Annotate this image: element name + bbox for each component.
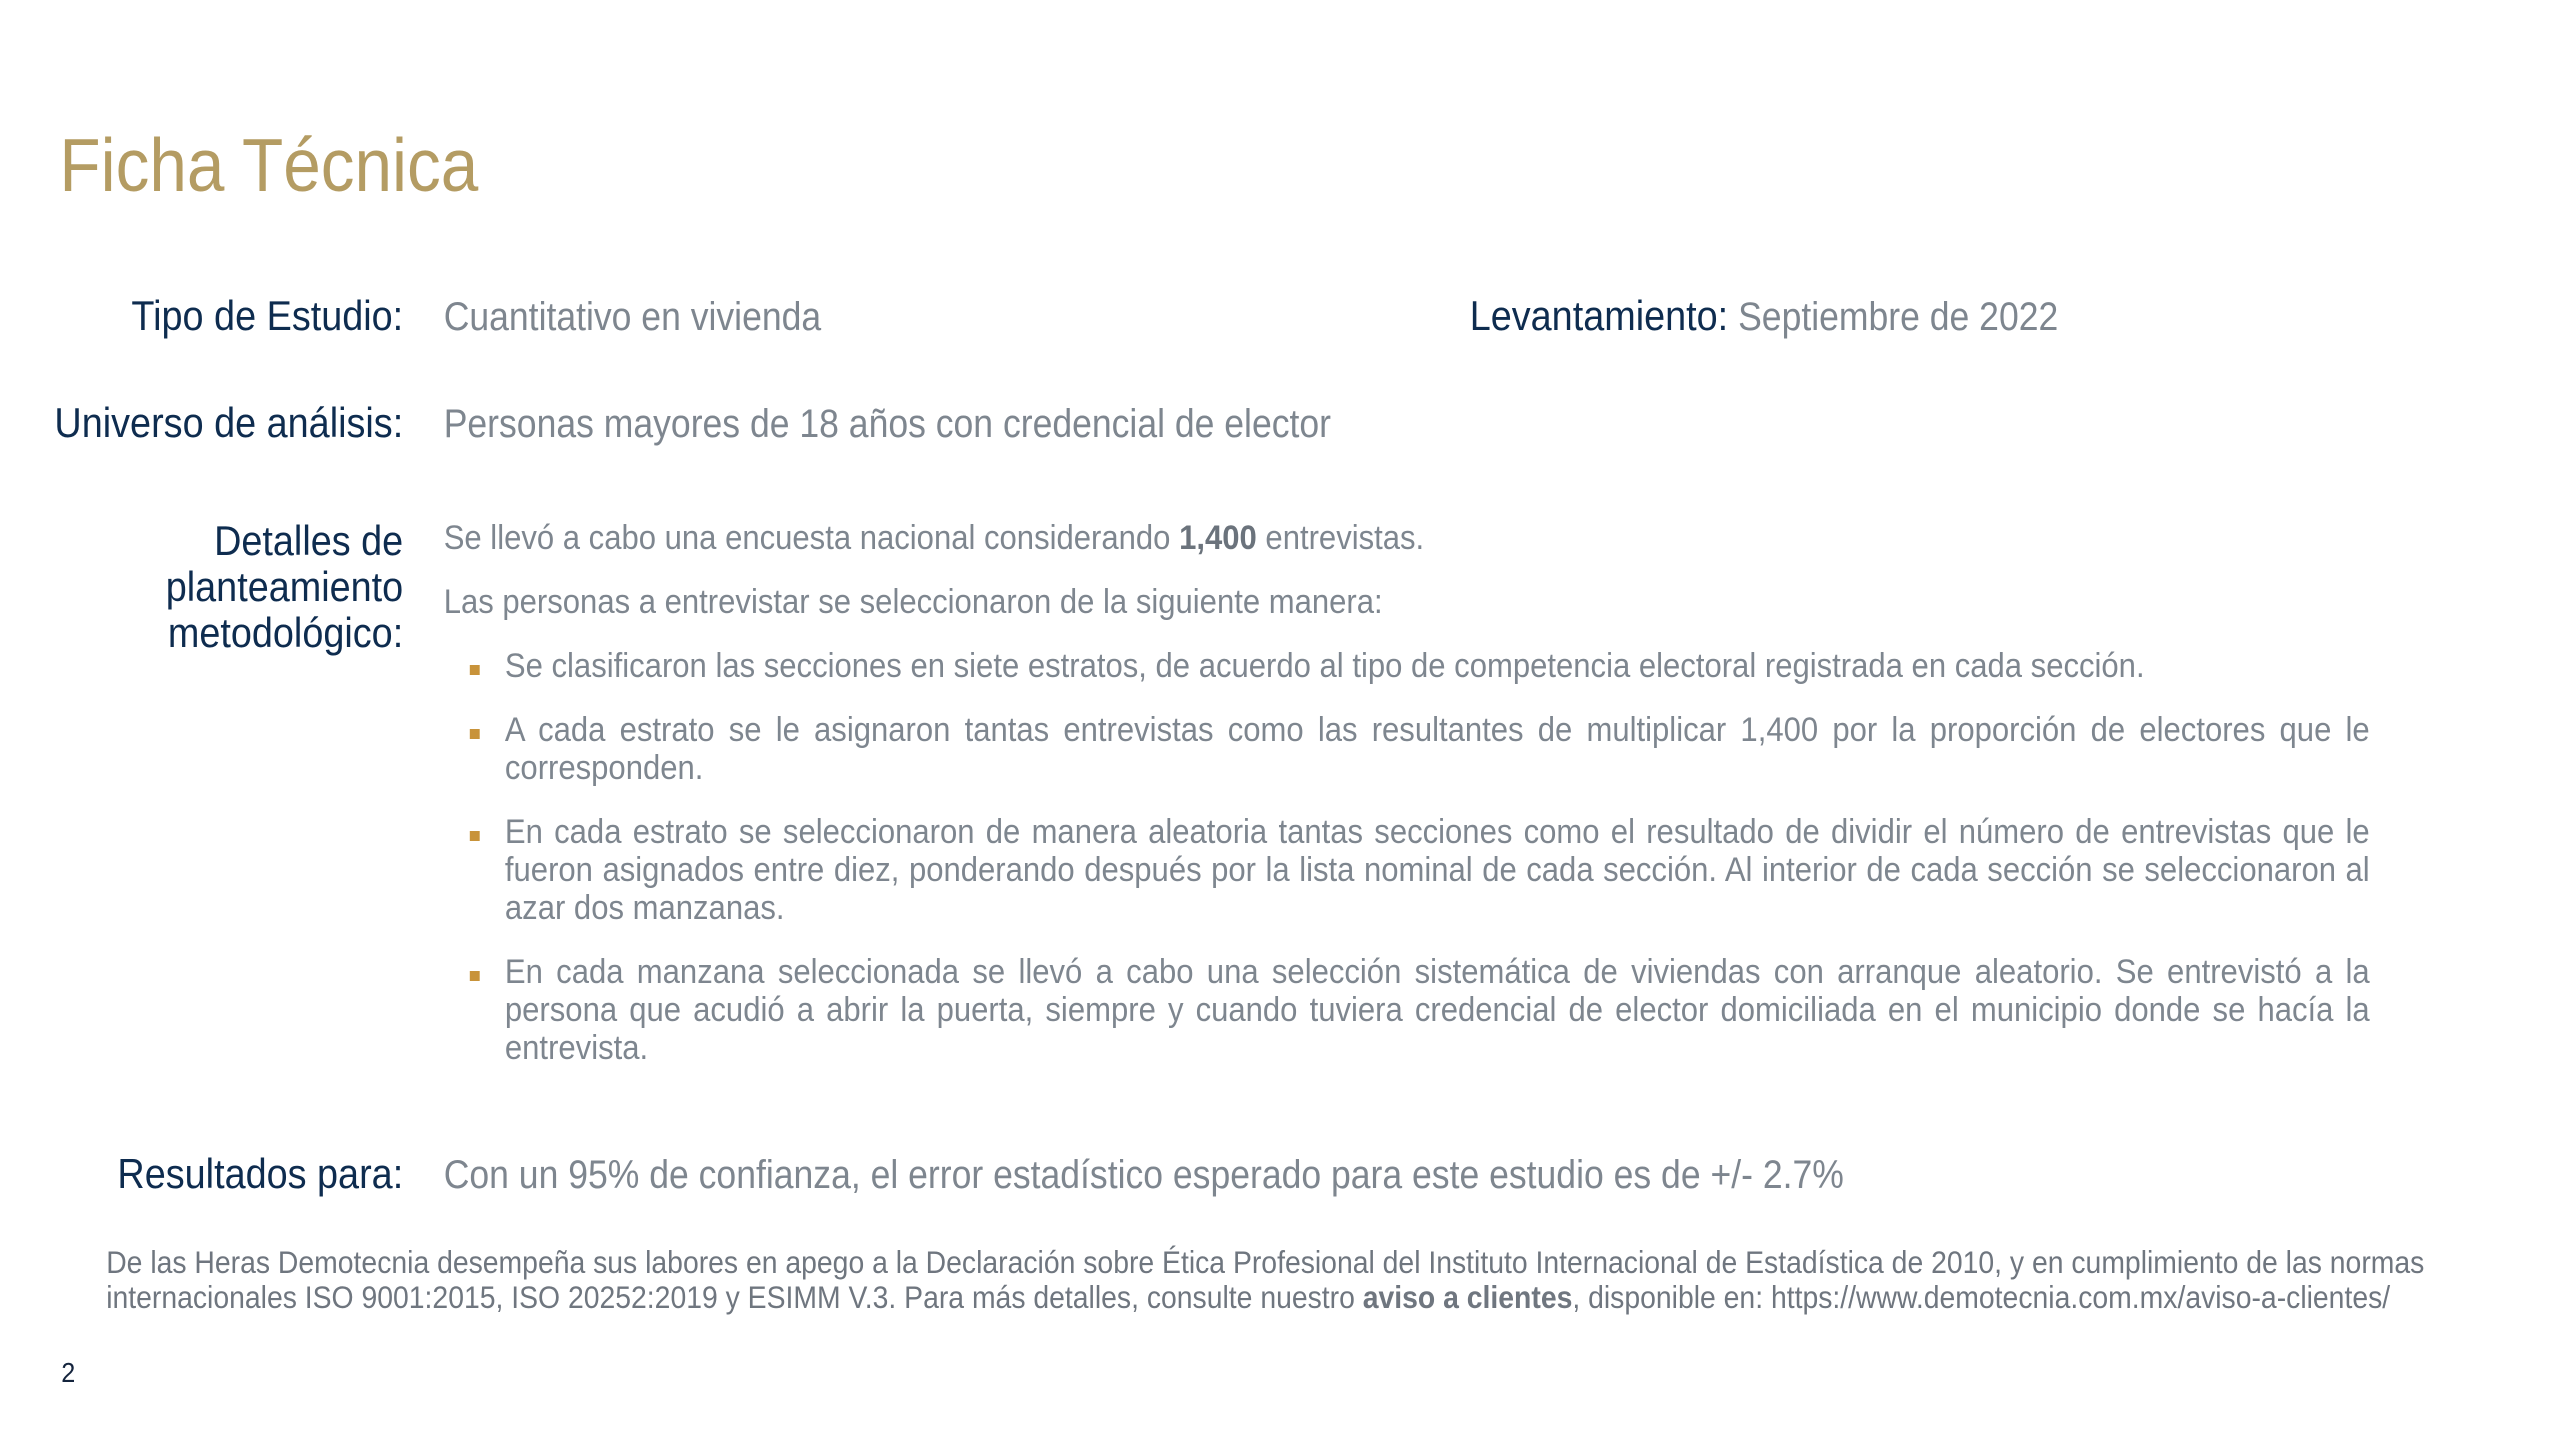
levantamiento-field (1470, 293, 2059, 340)
square-bullet-icon (470, 971, 480, 981)
square-bullet-icon (470, 665, 480, 675)
square-bullet-icon (470, 729, 480, 739)
tipo-de-estudio-value: Cuantitativo en vivienda (443, 295, 822, 339)
selection-step-text: Se clasificaron las secciones en siete estratos, de acuerdo al tipo de competencia electoral registrada en cada sección. (504, 647, 2145, 685)
resultados-value: Con un 95% de confianza, el error estadístico esperado para este estudio es de +/- 2.7% (443, 1153, 1844, 1197)
universo-label: Universo de análisis: (54, 399, 404, 446)
intro-text: Se llevó a cabo una encuesta nacional considerando (443, 519, 1180, 557)
ethics-disclaimer (106, 1245, 2518, 1315)
selection-step-text: A cada estrato se le asignaron tantas entrevistas como las resultantes de multiplicar 1,400 por la proporción de electores que le corresponden. (504, 711, 2370, 787)
interview-count: 1,400 (1179, 519, 1257, 557)
selection-step (444, 711, 2370, 787)
detalles-metodologicos-body (444, 519, 2370, 1093)
levantamiento-value: Septiembre de 2022 (1738, 295, 2059, 339)
selection-step (444, 813, 2370, 927)
resultados-label: Resultados para: (117, 1150, 404, 1197)
intro-text-end: entrevistas. (1256, 519, 1425, 557)
tipo-de-estudio-label: Tipo de Estudio: (131, 292, 404, 339)
page-number: 2 (61, 1357, 76, 1388)
aviso-a-clientes: aviso a clientes (1362, 1279, 1573, 1315)
selection-step-text: En cada estrato se seleccionaron de manera aleatoria tantas secciones como el resultado de dividir el número de entrevistas que le fueron asignados entre diez, ponderando después por la lista nominal de cada sección. Al interior de cada sección se seleccionaron al azar dos manzanas. (504, 813, 2370, 927)
levantamiento-label: Levantamiento: (1469, 292, 1729, 339)
selection-step (444, 647, 2370, 685)
detalles-metodologicos-label: Detalles de planteamiento metodológico: (165, 517, 404, 656)
universo-value: Personas mayores de 18 años con credencial de elector (443, 402, 1332, 446)
square-bullet-icon (470, 831, 480, 841)
disclaimer-text: De las Heras Demotecnia desempeña sus labores en apego a la Declaración sobre Ética Profesional del Instituto Internacional de Estadística de 2010, y en cumplimiento de las normas internacionales ISO 9001:2015, ISO 20252:2019 y ESIMM V.3. Para más detalles, consulte nuestro (106, 1244, 2425, 1315)
slide-title: Ficha Técnica (59, 123, 479, 207)
intro-paragraph (444, 519, 2370, 557)
disclaimer-url-text: , disponible en: https://www.demotecnia.com.mx/aviso-a-clientes/ (1572, 1279, 2391, 1315)
selection-steps-list (444, 647, 2370, 1067)
selection-step-text: En cada manzana seleccionada se llevó a cabo una selección sistemática de viviendas con arranque aleatorio. Se entrevistó a la persona que acudió a abrir la puerta, siempre y cuando tuviera credencial de elector domiciliada en el municipio donde se hacía la entrevista. (504, 953, 2370, 1067)
selection-intro: Las personas a entrevistar se seleccionaron de la siguiente manera: (443, 583, 1383, 621)
selection-step (444, 953, 2370, 1067)
